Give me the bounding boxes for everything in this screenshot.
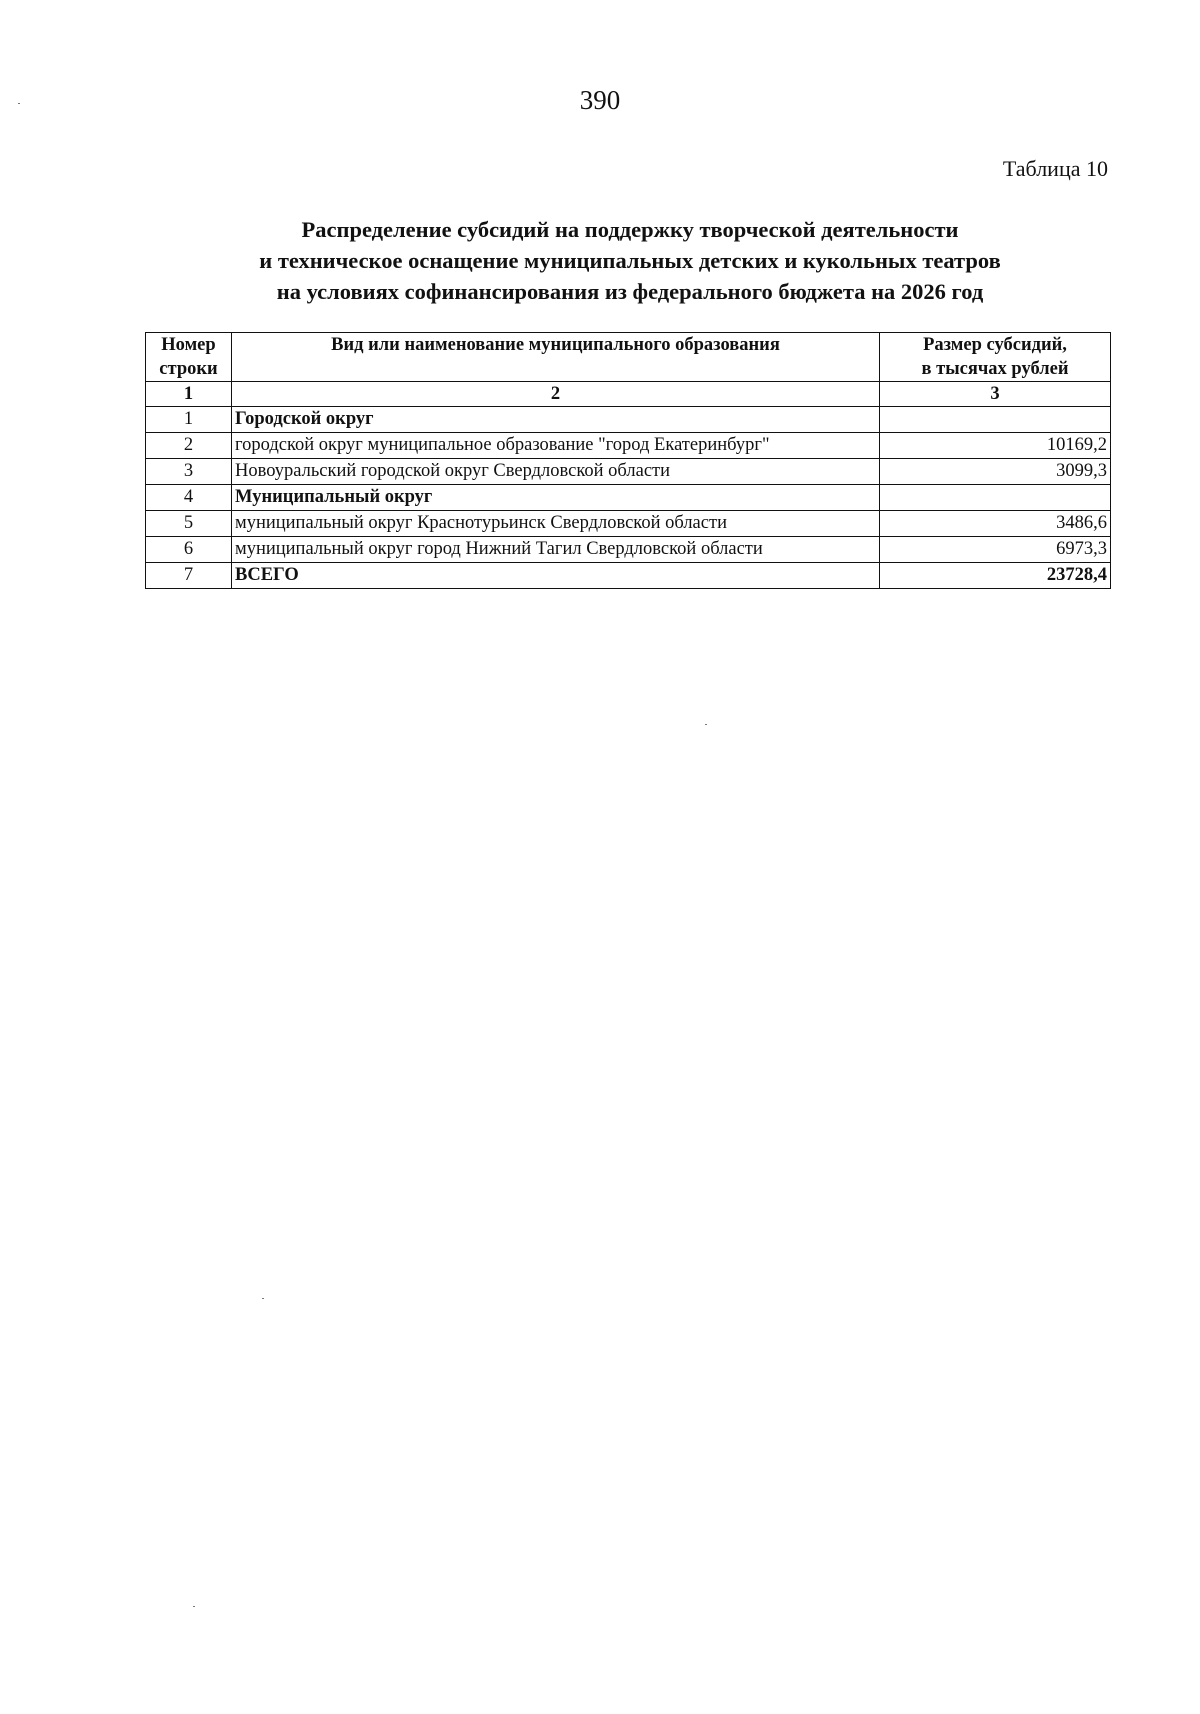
scan-speck (262, 1298, 264, 1299)
row-number: 5 (146, 511, 232, 537)
subsidy-value: 10169,2 (880, 433, 1111, 459)
header-subsidy-line1: Размер субсидий, (923, 335, 1067, 355)
municipality-name: Новоуральский городской округ Свердловской области (232, 459, 880, 485)
row-number: 3 (146, 459, 232, 485)
scan-speck (705, 724, 707, 725)
subsidy-value (880, 407, 1111, 433)
document-title (0, 214, 1200, 307)
table-row (146, 459, 1111, 485)
header-municipality: Вид или наименование муниципального образования (232, 333, 880, 382)
table-row (146, 433, 1111, 459)
subsidy-value: 3099,3 (880, 459, 1111, 485)
subsidy-value (880, 485, 1111, 511)
header-subsidy-amount (880, 333, 1111, 382)
scan-speck (193, 1606, 195, 1607)
header-row-number-line1: Номер (161, 335, 216, 355)
header-row-number (146, 333, 232, 382)
table-row (146, 485, 1111, 511)
column-number: 3 (880, 382, 1111, 407)
municipality-name: городской округ муниципальное образование "город Екатеринбург" (232, 433, 880, 459)
subsidies-table (145, 332, 1111, 589)
total-label: ВСЕГО (232, 563, 880, 589)
subsidy-value: 6973,3 (880, 537, 1111, 563)
row-number: 2 (146, 433, 232, 459)
row-number: 6 (146, 537, 232, 563)
table-row (146, 511, 1111, 537)
row-number: 7 (146, 563, 232, 589)
page-number: 390 (579, 85, 621, 115)
title-line: и техническое оснащение муниципальных детских и кукольных театров (259, 248, 1001, 273)
title-line: на условиях софинансирования из федерального бюджета на 2026 год (276, 279, 984, 304)
table-row (146, 407, 1111, 433)
municipality-name: Городской округ (232, 407, 880, 433)
column-number: 1 (146, 382, 232, 407)
municipality-name: Муниципальный округ (232, 485, 880, 511)
row-number: 4 (146, 485, 232, 511)
table-header-row (146, 333, 1111, 382)
total-row (146, 563, 1111, 589)
subsidy-value: 3486,6 (880, 511, 1111, 537)
scan-speck (18, 103, 20, 104)
column-number-row (146, 382, 1111, 407)
table-row (146, 537, 1111, 563)
municipality-name: муниципальный округ Краснотурьинск Свердловской области (232, 511, 880, 537)
total-value: 23728,4 (880, 563, 1111, 589)
header-subsidy-line2: в тысячах рублей (921, 359, 1069, 379)
municipality-name: муниципальный округ город Нижний Тагил Свердловской области (232, 537, 880, 563)
title-line: Распределение субсидий на поддержку творческой деятельности (301, 217, 959, 242)
table-label: Таблица 10 (1002, 156, 1108, 181)
column-number: 2 (232, 382, 880, 407)
row-number: 1 (146, 407, 232, 433)
header-row-number-line2: строки (159, 359, 218, 379)
